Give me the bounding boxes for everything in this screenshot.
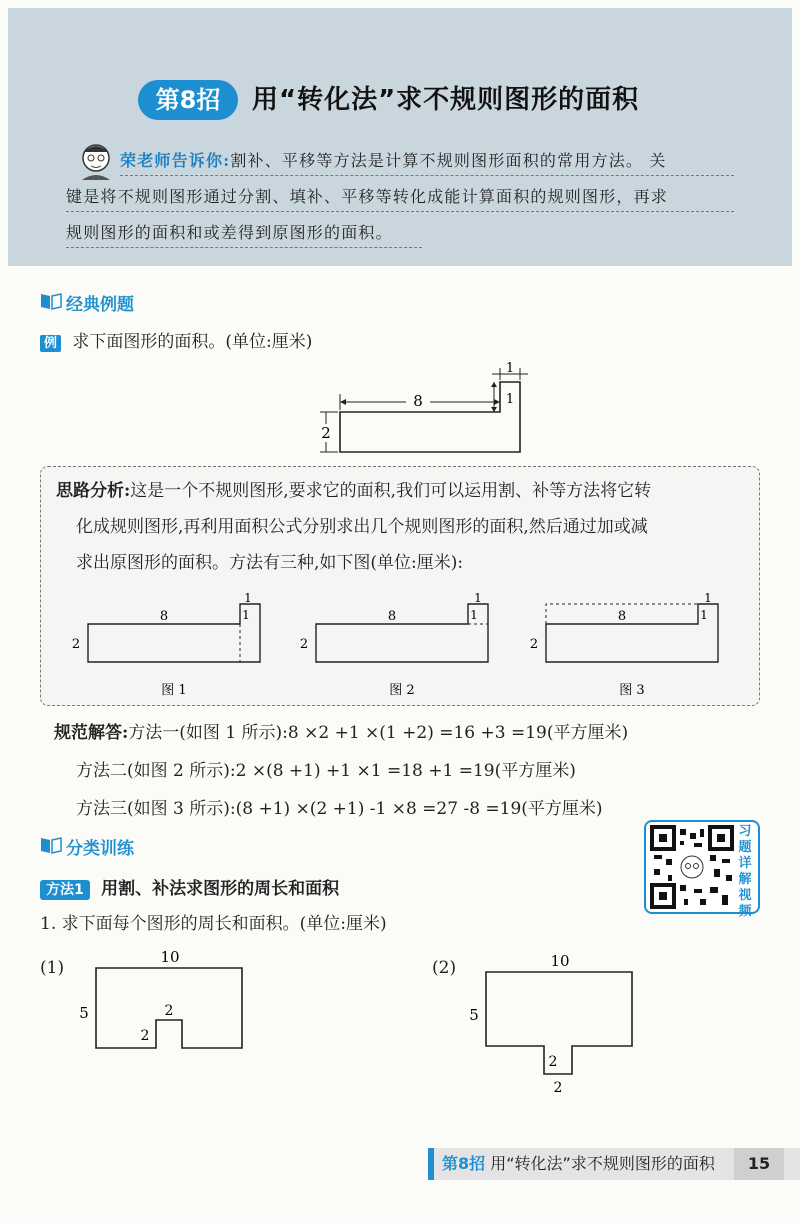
svg-text:8: 8 — [159, 609, 169, 624]
chapter-title: 用“转化法”求不规则图形的面积 — [252, 85, 640, 115]
svg-text:1: 1 — [474, 591, 482, 605]
solution-line-2: 方法二(如图 2 所示):2 ×(8 +1) +1 ×1 =18 +1 =19(平方厘米) — [76, 761, 576, 781]
dim-2: 2 — [321, 424, 331, 442]
tip-line-1: 荣老师告诉你:割补、平移等方法是计算不规则图形面积的常用方法。 关 — [120, 147, 734, 176]
svg-text:2: 2 — [299, 637, 309, 652]
chapter-badge: 第8招 — [138, 80, 238, 120]
method-heading: 方法1 用割、补法求图形的周长和面积 — [40, 874, 339, 899]
method-badge: 方法1 — [40, 880, 90, 900]
qr-code-icon — [650, 825, 734, 909]
analysis-line-2: 化成规则图形,再利用面积公式分别求出几个规则图形的面积,然后通过加或减 — [76, 517, 648, 537]
problem-2-figure — [462, 948, 642, 1098]
svg-text:5: 5 — [469, 1006, 479, 1024]
dim-1-side: 1 — [505, 392, 515, 407]
svg-text:10: 10 — [160, 948, 180, 966]
problem-2-label: (2) — [432, 958, 457, 978]
dim-1-top: 1 — [505, 362, 515, 376]
problem-1-figure — [74, 948, 254, 1058]
book-icon — [40, 836, 62, 854]
dim-8: 8 — [413, 392, 423, 410]
svg-text:2: 2 — [548, 1054, 558, 1070]
svg-text:5: 5 — [79, 1004, 89, 1022]
example-badge: 例 — [40, 335, 61, 352]
analysis-line-3: 求出原图形的面积。方法有三种,如下图(单位:厘米): — [76, 553, 464, 573]
tip-line-3: 规则图形的面积和或差得到原图形的面积。 — [66, 219, 422, 248]
teacher-avatar-icon — [76, 140, 116, 180]
footer-accent — [428, 1148, 434, 1180]
fig3-caption: 图 3 — [619, 683, 645, 698]
problem-1-label: (1) — [40, 958, 65, 978]
svg-text:2: 2 — [164, 1003, 174, 1019]
page-number: 15 — [734, 1148, 784, 1180]
analysis-figures — [60, 586, 750, 698]
svg-text:1: 1 — [470, 608, 478, 622]
fig1-caption: 图 1 — [161, 683, 187, 698]
qr-side-label: 习 题 详 解 视 频 — [738, 824, 752, 919]
tip-line-2: 键是将不规则图形通过分割、填补、平移等转化成能计算面积的规则图形，再求 — [66, 183, 734, 212]
svg-text:1: 1 — [242, 608, 250, 622]
example-figure — [310, 362, 530, 458]
svg-text:8: 8 — [387, 609, 397, 624]
svg-text:2: 2 — [140, 1028, 150, 1044]
book-icon — [40, 292, 62, 310]
fig2-caption: 图 2 — [389, 683, 415, 698]
example-question: 例 求下面图形的面积。(单位:厘米) — [40, 329, 312, 357]
section-title-training: 分类训练 — [66, 839, 134, 859]
question-1: 1. 求下面每个图形的周长和面积。(单位:厘米) — [40, 914, 387, 934]
svg-text:1: 1 — [700, 608, 708, 622]
svg-text:2: 2 — [71, 637, 81, 652]
solution-line-1: 规范解答:方法一(如图 1 所示):8 ×2 +1 ×(1 +2) =16 +3 =19(平方厘米) — [54, 723, 629, 743]
svg-text:2: 2 — [553, 1080, 563, 1096]
footer-chapter: 第8招 用“转化法”求不规则图形的面积 — [442, 1154, 715, 1173]
solution-line-3: 方法三(如图 3 所示):(8 +1) ×(2 +1) -1 ×8 =27 -8 =19(平方厘米) — [76, 799, 603, 819]
section-title-classic: 经典例题 — [66, 295, 134, 315]
svg-text:1: 1 — [704, 591, 712, 605]
analysis-line-1: 思路分析:这是一个不规则图形,要求它的面积,我们可以运用割、补等方法将它转 — [56, 481, 652, 501]
svg-text:10: 10 — [550, 952, 570, 970]
tip-label: 荣老师告诉你: — [120, 151, 231, 170]
svg-text:1: 1 — [244, 591, 252, 605]
svg-text:8: 8 — [617, 609, 627, 624]
svg-text:2: 2 — [529, 637, 539, 652]
